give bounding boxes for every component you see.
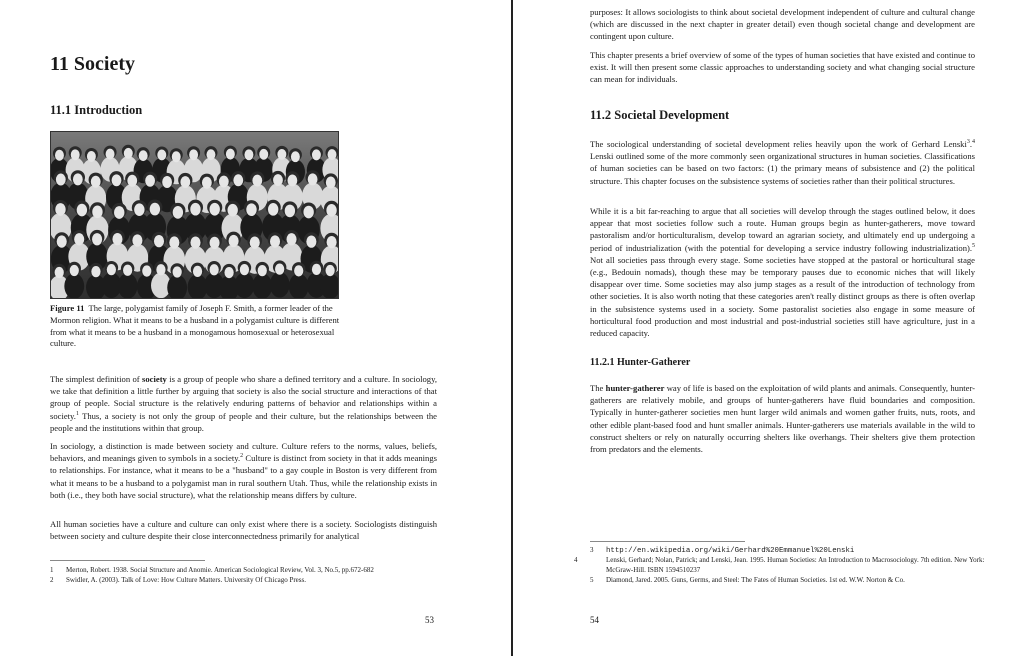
footnote-ref-1[interactable]: 1 — [75, 410, 79, 417]
subsection-title-hunter-gatherer: 11.2.1 Hunter-Gatherer — [590, 357, 691, 368]
chapter-title: 11 Society — [50, 53, 135, 75]
footnote-ref-3[interactable]: 3 — [966, 139, 970, 146]
footnote-number: 2 — [50, 576, 54, 584]
family-photo — [50, 131, 339, 299]
footnote-2 — [50, 576, 450, 586]
footnote-link-text[interactable]: http://en.wikipedia.org/wiki/Gerhard%20Emmanuel%20Lenski — [606, 547, 855, 555]
footnote-number: 3 — [590, 546, 594, 554]
footnote-1 — [50, 566, 450, 576]
paragraph-purposes: purposes: It allows sociologists to think about societal development independent of culture and cultural change (which are discussed in the next chapter in greater detail) even though societal change and development are contingent upon culture. — [590, 7, 975, 42]
footnote-number: 4 — [574, 556, 578, 564]
right-page — [513, 0, 1032, 656]
text-run: Not all societies pass through every stage. Some societies have stopped at the pastoral or horticultural stage (e.g., Bedouin nomads), though these may be temporary pauses due to economic niches that will likely disappear over time. Some societies may also jump stages as a result of the introduction of technology from other societies. It is also worth noting that these categories aren't really distinct groups as there is often overlap in the subsistence systems used in a society. Some pastoralist societies also engage in some measure of horticultural food production and most industrial and post-industrial societies still have agriculture, just in a reduced capacity. — [590, 254, 975, 339]
footnote-text: Merton, Robert. 1938. Social Structure and Anomie. American Sociological Review, Vol. 3, No.5, pp.672-682 — [66, 566, 374, 574]
text-run: The — [590, 383, 606, 393]
section-title-introduction: 11.1 Introduction — [50, 103, 143, 117]
paragraph-lenski — [590, 138, 975, 187]
footnote-text: Diamond, Jared. 2005. Guns, Germs, and Steel: The Fates of Human Societies. 1st ed. W.W. Norton & Co. — [606, 576, 905, 584]
term-society: society — [142, 374, 167, 384]
text-run: While it is a bit far-reaching to argue that all societies will develop through the stages outlined below, it does appear that most societies follow such a route. Human groups begin as hunter-gatherers, move toward pastoralism and/or horticulturalism, develop toward an agrarian society, and ultimately end up undergoing a period of industrialization (with the potential for developing a service industry following industrialization). — [590, 206, 975, 253]
text-run: The simplest definition of — [50, 374, 143, 384]
term-hunter-gatherer: hunter-gatherer — [605, 383, 665, 393]
footnote-3 — [590, 546, 985, 557]
footnote-number: 5 — [590, 576, 594, 584]
section-title-societal-development: 11.2 Societal Development — [590, 108, 730, 122]
text-run: In sociology, a distinction is made between society and culture. Culture refers to the norms, values, beliefs, behaviors, and meanings given to symbols in a society. — [50, 441, 437, 464]
footnote-5 — [590, 576, 985, 586]
figure-label: Figure 11 — [50, 303, 85, 313]
footnote-ref-5[interactable]: 5 — [972, 242, 975, 249]
figure-caption-text: The large, polygamist family of Joseph F. Smith, a former leader of the Mormon religion. What it means to be a husband in a polygamist culture is different from what it means to be a husband in a monogamous homosexual or heterosexual culture. — [50, 303, 340, 349]
paragraph-stages — [590, 205, 975, 339]
footnote-rule — [590, 541, 745, 542]
page-number-right: 54 — [590, 615, 599, 625]
paragraph-hunter-gatherer — [590, 382, 975, 455]
left-page — [0, 0, 511, 656]
text-run: . — [969, 139, 972, 149]
text-run: is a group of people who share a defined territory and a culture. In sociology, we take that definition a little further by arguing that society is also the social structure and interactions of that group of people. Social structure is the relatively enduring patterns of behavior and relationships within a society. — [50, 374, 437, 421]
footnote-4 — [574, 556, 985, 575]
paragraph-society-culture — [50, 440, 437, 501]
footnote-text: Swidler, A. (2003). Talk of Love: How Culture Matters. University Of Chicago Press. — [66, 576, 306, 584]
footnote-text: Lenski, Gerhard; Nolan, Patrick; and Lenski, Jean. 1995. Human Societies: An Introduction to Macrosociology. 7th edition. New York: McGraw-Hill. ISBN 1594510237 — [606, 556, 985, 574]
text-run: Lenski outlined some of the more commonly seen organizational structures in human societies. Classifications of human societies can be based on two factors: (1) the primary means of subsistence and (2) the political structure. This chapter focuses on the subsistence systems of societies rather than their political structures. — [590, 151, 975, 186]
family-photo-image — [51, 132, 339, 299]
footnote-rule — [50, 560, 205, 561]
text-run: way of life is based on the exploitation of wild plants and animals. Consequently, hunter-gatherers are relatively mobile, and groups of hunter-gatherers have fluid boundaries and composition. Typically in hunter-gatherer societies men hunt larger wild animals and women gather fruits, nuts, roots, and other edible plant-based food and hunt smaller animals. Hunter-gatherers use materials available in the wild to construct shelters or rely on naturally occurring shelters like overhangs. Their shelters give them protection from predators and the elements. — [590, 383, 976, 455]
footnote-ref-2[interactable]: 2 — [240, 453, 244, 460]
paragraph-society-definition — [50, 373, 437, 434]
paragraph-chapter-overview: This chapter presents a brief overview of some of the types of human societies that have existed and continue to exist. It will then present some classic approaches to understanding society and what changing social structure can mean for individuals. — [590, 50, 975, 85]
footnote-ref-4[interactable]: 4 — [972, 139, 975, 146]
page-number-left: 53 — [425, 615, 434, 625]
text-run: The sociological understanding of societal development relies heavily upon the work of Gerhard Lenski — [590, 139, 967, 149]
text-run: Culture is distinct from society in that it adds meanings to relationships. For instance, what it means to be a "husband" to a gay couple in Boston is very different from what it means to be a husband to a polygamist man in rural southern Utah. Thus, while the relationship exists in both (i.e., they both have social structure), what the relationship means differs by culture. — [50, 453, 437, 500]
text-run: Thus, a society is not only the group of people and their culture, but the relationships between the people and the institutions within that group. — [50, 410, 437, 433]
figure-caption — [50, 303, 340, 350]
paragraph-analytical: All human societies have a culture and culture can only exist where there is a society. Sociologists distinguish between society and culture despite their close interconnectedness primarily for analytical — [50, 519, 437, 542]
footnote-number: 1 — [50, 566, 54, 574]
